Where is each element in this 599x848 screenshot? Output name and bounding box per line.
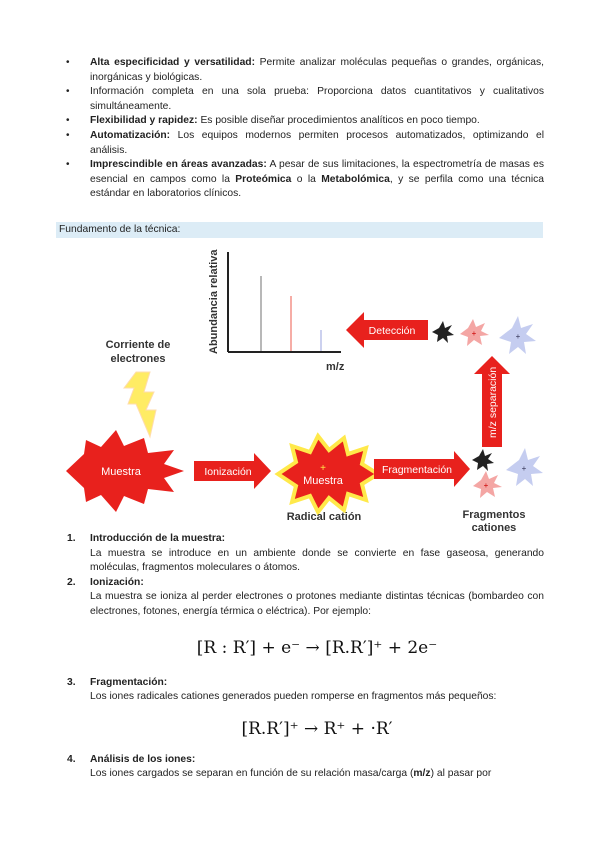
step-body: Los iones cargados se separan en función de su relación masa/carga (m/z) al pasar por: [90, 768, 492, 780]
electron-current-label: electrones: [110, 353, 166, 365]
radical-cation-burst-icon: [278, 436, 378, 512]
dark-ion-star-icon: [432, 321, 454, 343]
dark-fragment-star-icon: [472, 449, 494, 471]
list-item: • Información completa en una sola prueba: Proporciona datos cuantitativos y cualitativos simultáneamente.: [66, 86, 544, 112]
mass-spectrometry-diagram: [56, 242, 543, 532]
list-item: 2. Ionización: La muestra se ioniza al perder electrones o protones mediante distintas técnicas (bombardeo con electrones, fotones, energía térmica o eléctrica). Por ejemplo: [R : R′] + e⁻ → [R.R′]⁺ + 2e⁻: [62, 576, 544, 676]
ionization-formula: [R : R′] + e⁻ → [R.R′]⁺ + 2e⁻: [196, 637, 438, 658]
section-heading-bar: [56, 222, 543, 238]
ion-sample-label: Muestra: [303, 475, 343, 487]
step-title: Ionización:: [90, 576, 144, 588]
advantages-list: [62, 56, 544, 202]
step-body: Los iones radicales cationes generados pueden romperse en fragmentos más pequeños:: [90, 691, 497, 703]
fragmentation-label: Fragmentación: [381, 464, 453, 476]
y-axis-label: Abundancia relativa: [208, 249, 220, 354]
ion-plus-sign: +: [483, 481, 489, 490]
ion-plus-sign: +: [521, 464, 527, 473]
procedure-steps: [62, 532, 544, 782]
fragment-cations-label: cationes: [471, 522, 517, 532]
separation-label: m/z separación: [487, 366, 499, 438]
step-title: Introducción de la muestra:: [90, 533, 226, 544]
fragmentation-formula: [R.R′]⁺ → R⁺ + ·R′: [241, 718, 393, 739]
x-axis-label: m/z: [326, 361, 345, 373]
step-body: La muestra se ioniza al perder electrones o protones mediante distintas técnicas (bombardeo con electrones, fotones, energía térmica o eléctrica). Por ejemplo:: [90, 591, 544, 617]
radical-cation-label: Radical catión: [286, 511, 362, 523]
ionization-label: Ionización: [204, 466, 252, 478]
list-item: • Alta especificidad y versatilidad: Permite analizar moléculas pequeñas o grandes, orgánicas, inorgánicas y biológicas.: [66, 57, 544, 83]
sample-label: Muestra: [101, 466, 141, 478]
list-item: • Imprescindible en áreas avanzadas: A pesar de sus limitaciones, la espectrometría de masas es esencial en campos como la Proteómica o la Metabolómica, y se perfila como una técnica estándar en laboratorios clínicos.: [66, 159, 544, 200]
ion-plus-sign: +: [320, 463, 326, 474]
step-title: Fragmentación:: [90, 676, 168, 688]
spectrum-plot: [208, 249, 345, 373]
list-item: 3. Fragmentación: Los iones radicales cationes generados pueden romperse en fragmentos más pequeños: [R.R′]⁺ → R⁺ + ·R′: [62, 676, 544, 753]
ion-plus-sign: +: [515, 332, 521, 341]
list-item: 4. Análisis de los iones: Los iones cargados se separan en función de su relación masa/carga (m/z) al pasar por: [62, 753, 544, 782]
list-item: 1. Introducción de la muestra: La muestra se introduce en un ambiente donde se convierte en fase gaseosa, generando moléculas, fragmentos moleculares o átomos.: [62, 532, 544, 576]
ion-plus-sign: +: [471, 329, 477, 338]
step-body: La muestra se introduce en un ambiente donde se convierte en fase gaseosa, generando moléculas, fragmentos moleculares o átomos.: [90, 547, 544, 574]
fragment-cations-label: Fragmentos: [462, 509, 526, 521]
step-title: Análisis de los iones:: [90, 753, 196, 765]
lightning-bolt-icon: [124, 372, 156, 437]
section-title: Fundamento de la técnica:: [59, 224, 181, 235]
list-item: • Automatización: Los equipos modernos permiten procesos automatizados, optimizando el análisis.: [66, 129, 544, 156]
detection-label: Detección: [368, 325, 416, 337]
electron-current-label: Corriente de: [105, 339, 171, 351]
list-item: • Flexibilidad y rapidez: Es posible diseñar procedimientos analíticos en poco tiempo.: [66, 115, 480, 127]
